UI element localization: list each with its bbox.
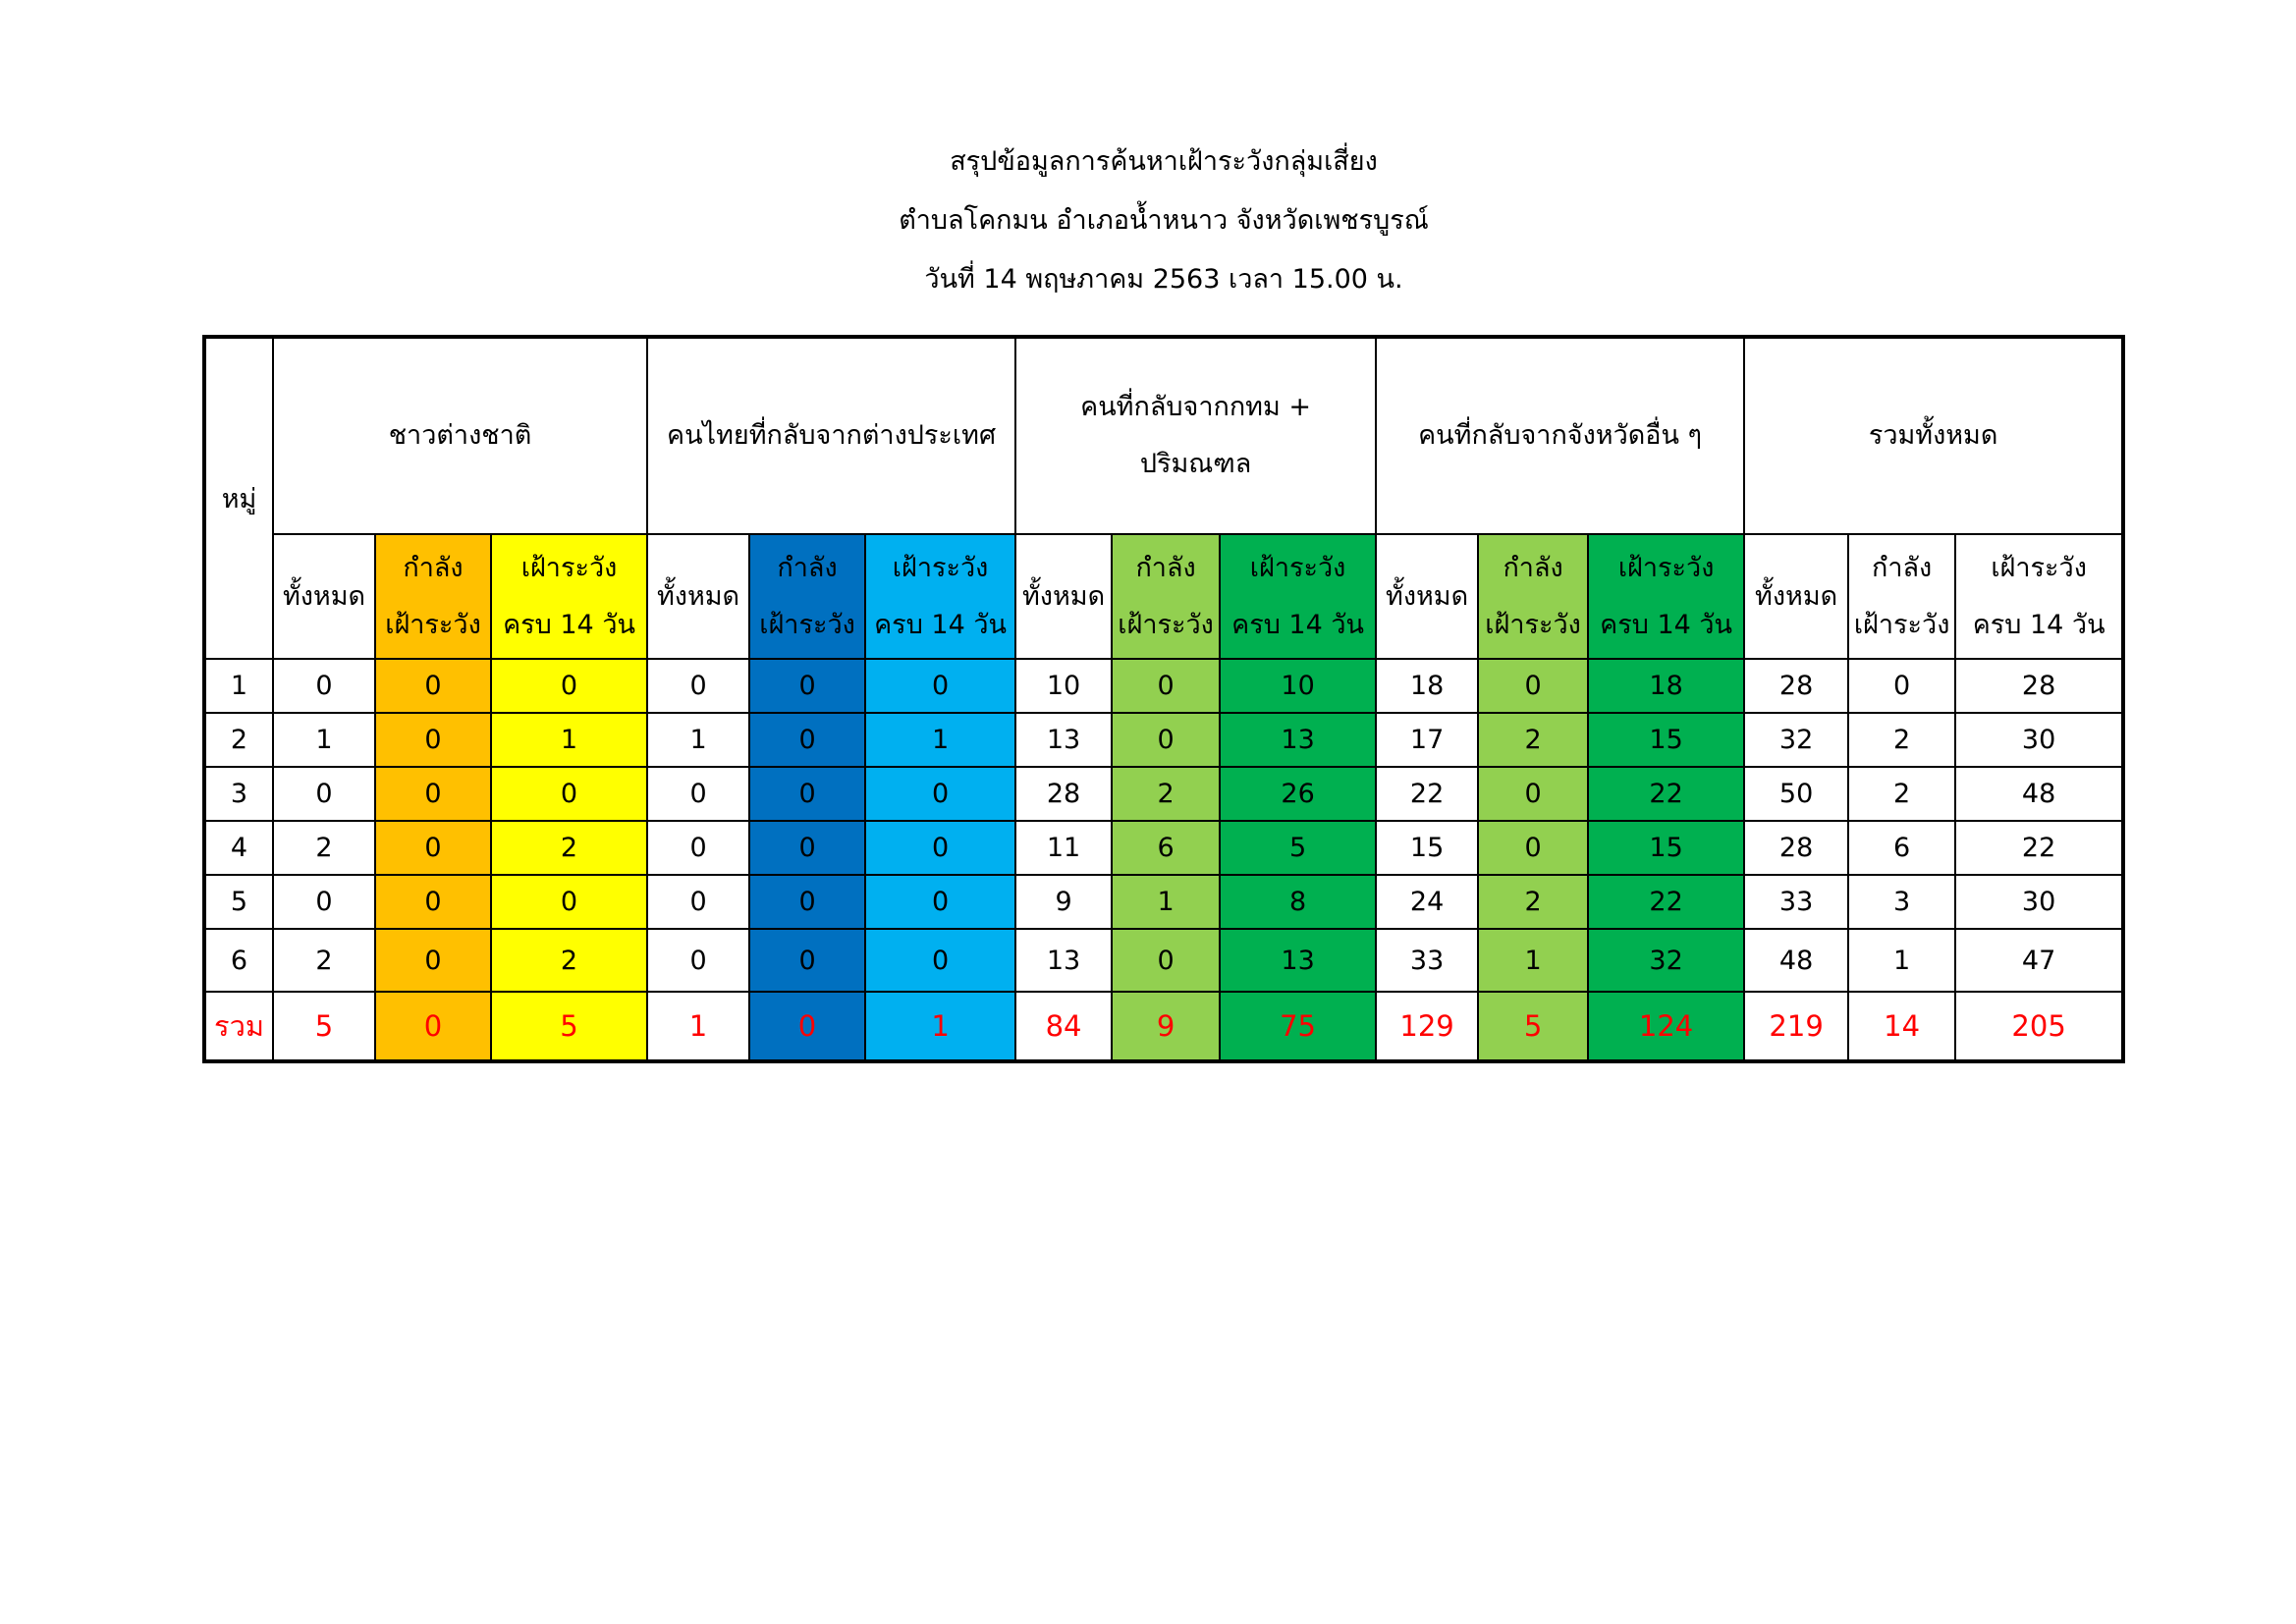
foreign-total-total-cell: 5	[273, 992, 375, 1061]
foreign-monitoring-cell: 0	[375, 821, 491, 875]
subheader-monitoring	[749, 534, 865, 659]
group-header-line: รวมทั้งหมด	[1868, 420, 1998, 451]
village-cell: 4	[204, 821, 273, 875]
village-header: หมู่	[204, 337, 273, 659]
group-header-line: ชาวต่างชาติ	[388, 420, 532, 451]
subheader-monitoring	[1112, 534, 1220, 659]
grand-monitoring-cell: 2	[1848, 767, 1955, 821]
report-title: สรุปข้อมูลการค้นหาเฝ้าระวังกลุ่มเสี่ยง	[950, 146, 1378, 177]
subheader-line: เฝ้าระวัง	[1853, 609, 1950, 640]
abroad-monitoring-cell: 0	[749, 659, 865, 713]
bangkok-monitoring-cell: 0	[1112, 659, 1220, 713]
abroad-total-cell: 0	[647, 659, 749, 713]
other-monitoring-cell: 1	[1478, 929, 1588, 992]
table-row	[204, 929, 2123, 992]
report-location: ตำบลโคกมน อำเภอน้ำหนาว จังหวัดเพชรบูรณ์	[899, 205, 1429, 236]
other-complete-total-cell: 124	[1588, 992, 1744, 1061]
subheader-line: เฝ้าระวัง	[1991, 552, 2087, 583]
subheader-complete	[1955, 534, 2123, 659]
total-label: รวม	[204, 992, 273, 1061]
foreign-complete-cell: 2	[491, 821, 647, 875]
other-total-cell: 33	[1376, 929, 1478, 992]
abroad-monitoring-cell: 0	[749, 875, 865, 929]
bangkok-monitoring-cell: 0	[1112, 929, 1220, 992]
subheader-line: เฝ้าระวัง	[1118, 609, 1214, 640]
grand-complete-total-cell: 205	[1955, 992, 2123, 1061]
other-complete-cell: 22	[1588, 767, 1744, 821]
bangkok-monitoring-cell: 2	[1112, 767, 1220, 821]
group-header-line: คนที่กลับจากกทม +	[1080, 392, 1311, 422]
subheader-line: กำลัง	[1135, 552, 1196, 583]
subheader-line: ครบ 14 วัน	[1231, 609, 1364, 640]
foreign-complete-cell: 2	[491, 929, 647, 992]
bangkok-total-cell: 28	[1015, 767, 1112, 821]
foreign-total-cell: 2	[273, 929, 375, 992]
group-header-other-provinces	[1376, 337, 1744, 534]
bangkok-complete-cell: 10	[1220, 659, 1376, 713]
foreign-complete-cell: 0	[491, 767, 647, 821]
abroad-total-cell: 1	[647, 713, 749, 767]
grand-monitoring-cell: 2	[1848, 713, 1955, 767]
table-body	[204, 337, 2123, 1061]
abroad-complete-cell: 0	[865, 659, 1015, 713]
other-complete-cell: 15	[1588, 821, 1744, 875]
grand-monitoring-cell: 3	[1848, 875, 1955, 929]
abroad-monitoring-cell: 0	[749, 767, 865, 821]
village-cell: 2	[204, 713, 273, 767]
subheader-total: ทั้งหมด	[647, 534, 749, 659]
village-cell: 6	[204, 929, 273, 992]
other-total-cell: 18	[1376, 659, 1478, 713]
abroad-total-cell: 0	[647, 767, 749, 821]
subheader-complete	[1588, 534, 1744, 659]
other-monitoring-cell: 2	[1478, 875, 1588, 929]
grand-total-cell: 33	[1744, 875, 1848, 929]
foreign-complete-cell: 0	[491, 875, 647, 929]
abroad-complete-cell: 1	[865, 713, 1015, 767]
foreign-monitoring-cell: 0	[375, 875, 491, 929]
abroad-complete-cell: 0	[865, 929, 1015, 992]
table-row	[204, 767, 2123, 821]
foreign-complete-cell: 0	[491, 659, 647, 713]
report-date: วันที่ 14 พฤษภาคม 2563 เวลา 15.00 น.	[924, 264, 1403, 295]
grand-complete-cell: 28	[1955, 659, 2123, 713]
abroad-total-total-cell: 1	[647, 992, 749, 1061]
subheader-monitoring	[1478, 534, 1588, 659]
group-header-abroad	[647, 337, 1015, 534]
subheader-total: ทั้งหมด	[1744, 534, 1848, 659]
table-row	[204, 713, 2123, 767]
abroad-complete-cell: 0	[865, 821, 1015, 875]
abroad-total-cell: 0	[647, 821, 749, 875]
subheader-line: ครบ 14 วัน	[874, 609, 1007, 640]
grand-total-cell: 28	[1744, 659, 1848, 713]
subheader-complete	[1220, 534, 1376, 659]
group-header-line: ปริมณฑล	[1139, 449, 1252, 479]
group-header-bangkok	[1015, 337, 1376, 534]
subheader-total: ทั้งหมด	[1015, 534, 1112, 659]
grand-complete-cell: 47	[1955, 929, 2123, 992]
bangkok-monitoring-total-cell: 9	[1112, 992, 1220, 1061]
foreign-complete-cell: 1	[491, 713, 647, 767]
subheader-monitoring	[375, 534, 491, 659]
other-complete-cell: 15	[1588, 713, 1744, 767]
bangkok-complete-cell: 26	[1220, 767, 1376, 821]
table-row	[204, 821, 2123, 875]
report-titles	[0, 147, 2296, 298]
abroad-monitoring-cell: 0	[749, 821, 865, 875]
grand-complete-cell: 30	[1955, 875, 2123, 929]
subheader-line: เฝ้าระวัง	[1485, 609, 1581, 640]
abroad-complete-cell: 0	[865, 875, 1015, 929]
total-row	[204, 992, 2123, 1061]
bangkok-monitoring-cell: 0	[1112, 713, 1220, 767]
bangkok-monitoring-cell: 6	[1112, 821, 1220, 875]
bangkok-total-total-cell: 84	[1015, 992, 1112, 1061]
bangkok-complete-cell: 8	[1220, 875, 1376, 929]
village-cell: 3	[204, 767, 273, 821]
subheader-line: กำลัง	[1871, 552, 1933, 583]
subheader-total: ทั้งหมด	[273, 534, 375, 659]
abroad-total-cell: 0	[647, 875, 749, 929]
foreign-monitoring-cell: 0	[375, 929, 491, 992]
other-total-cell: 22	[1376, 767, 1478, 821]
other-total-cell: 17	[1376, 713, 1478, 767]
subheader-monitoring	[1848, 534, 1955, 659]
other-monitoring-total-cell: 5	[1478, 992, 1588, 1061]
abroad-monitoring-cell: 0	[749, 929, 865, 992]
foreign-monitoring-cell: 0	[375, 659, 491, 713]
foreign-monitoring-total-cell: 0	[375, 992, 491, 1061]
other-total-cell: 24	[1376, 875, 1478, 929]
group-header-row	[204, 337, 2123, 534]
grand-complete-cell: 22	[1955, 821, 2123, 875]
surveillance-table	[202, 335, 2125, 1063]
subheader-line: กำลัง	[777, 552, 838, 583]
other-monitoring-cell: 0	[1478, 659, 1588, 713]
subheader-line: เฝ้าระวัง	[759, 609, 855, 640]
bangkok-complete-total-cell: 75	[1220, 992, 1376, 1061]
group-header-line: คนไทยที่กลับจากต่างประเทศ	[667, 420, 997, 451]
subheader-line: ครบ 14 วัน	[1600, 609, 1733, 640]
grand-total-cell: 28	[1744, 821, 1848, 875]
bangkok-complete-cell: 5	[1220, 821, 1376, 875]
abroad-complete-total-cell: 1	[865, 992, 1015, 1061]
other-monitoring-cell: 0	[1478, 767, 1588, 821]
group-header-foreign	[273, 337, 647, 534]
abroad-total-cell: 0	[647, 929, 749, 992]
other-total-cell: 15	[1376, 821, 1478, 875]
bangkok-total-cell: 13	[1015, 713, 1112, 767]
group-header-line: คนที่กลับจากจังหวัดอื่น ๆ	[1418, 420, 1703, 451]
bangkok-total-cell: 13	[1015, 929, 1112, 992]
other-complete-cell: 18	[1588, 659, 1744, 713]
subheader-line: กำลัง	[1503, 552, 1563, 583]
subheader-complete	[865, 534, 1015, 659]
village-cell: 5	[204, 875, 273, 929]
foreign-total-cell: 0	[273, 767, 375, 821]
subheader-line: เฝ้าระวัง	[1249, 552, 1346, 583]
grand-total-cell: 48	[1744, 929, 1848, 992]
other-total-total-cell: 129	[1376, 992, 1478, 1061]
grand-monitoring-cell: 6	[1848, 821, 1955, 875]
bangkok-total-cell: 9	[1015, 875, 1112, 929]
bangkok-complete-cell: 13	[1220, 713, 1376, 767]
grand-monitoring-cell: 0	[1848, 659, 1955, 713]
bangkok-total-cell: 10	[1015, 659, 1112, 713]
foreign-total-cell: 0	[273, 659, 375, 713]
foreign-total-cell: 1	[273, 713, 375, 767]
subheader-line: เฝ้าระวัง	[385, 609, 481, 640]
subheader-line: เฝ้าระวัง	[1617, 552, 1715, 583]
abroad-complete-cell: 0	[865, 767, 1015, 821]
table-row	[204, 659, 2123, 713]
other-monitoring-cell: 2	[1478, 713, 1588, 767]
table-row	[204, 875, 2123, 929]
bangkok-complete-cell: 13	[1220, 929, 1376, 992]
village-cell: 1	[204, 659, 273, 713]
other-complete-cell: 22	[1588, 875, 1744, 929]
abroad-monitoring-cell: 0	[749, 713, 865, 767]
group-header-grand-total	[1744, 337, 2123, 534]
subheader-line: เฝ้าระวัง	[892, 552, 989, 583]
grand-complete-cell: 48	[1955, 767, 2123, 821]
foreign-total-cell: 0	[273, 875, 375, 929]
subheader-line: ครบ 14 วัน	[503, 609, 635, 640]
grand-total-cell: 32	[1744, 713, 1848, 767]
subheader-complete	[491, 534, 647, 659]
subheader-line: ครบ 14 วัน	[1972, 609, 2105, 640]
grand-monitoring-cell: 1	[1848, 929, 1955, 992]
bangkok-monitoring-cell: 1	[1112, 875, 1220, 929]
abroad-monitoring-total-cell: 0	[749, 992, 865, 1061]
foreign-complete-total-cell: 5	[491, 992, 647, 1061]
foreign-total-cell: 2	[273, 821, 375, 875]
grand-total-cell: 50	[1744, 767, 1848, 821]
other-complete-cell: 32	[1588, 929, 1744, 992]
bangkok-total-cell: 11	[1015, 821, 1112, 875]
subheader-line: กำลัง	[403, 552, 464, 583]
subheader-row	[204, 534, 2123, 659]
foreign-monitoring-cell: 0	[375, 767, 491, 821]
grand-total-total-cell: 219	[1744, 992, 1848, 1061]
other-monitoring-cell: 0	[1478, 821, 1588, 875]
foreign-monitoring-cell: 0	[375, 713, 491, 767]
grand-monitoring-total-cell: 14	[1848, 992, 1955, 1061]
subheader-line: เฝ้าระวัง	[520, 552, 618, 583]
subheader-total: ทั้งหมด	[1376, 534, 1478, 659]
grand-complete-cell: 30	[1955, 713, 2123, 767]
